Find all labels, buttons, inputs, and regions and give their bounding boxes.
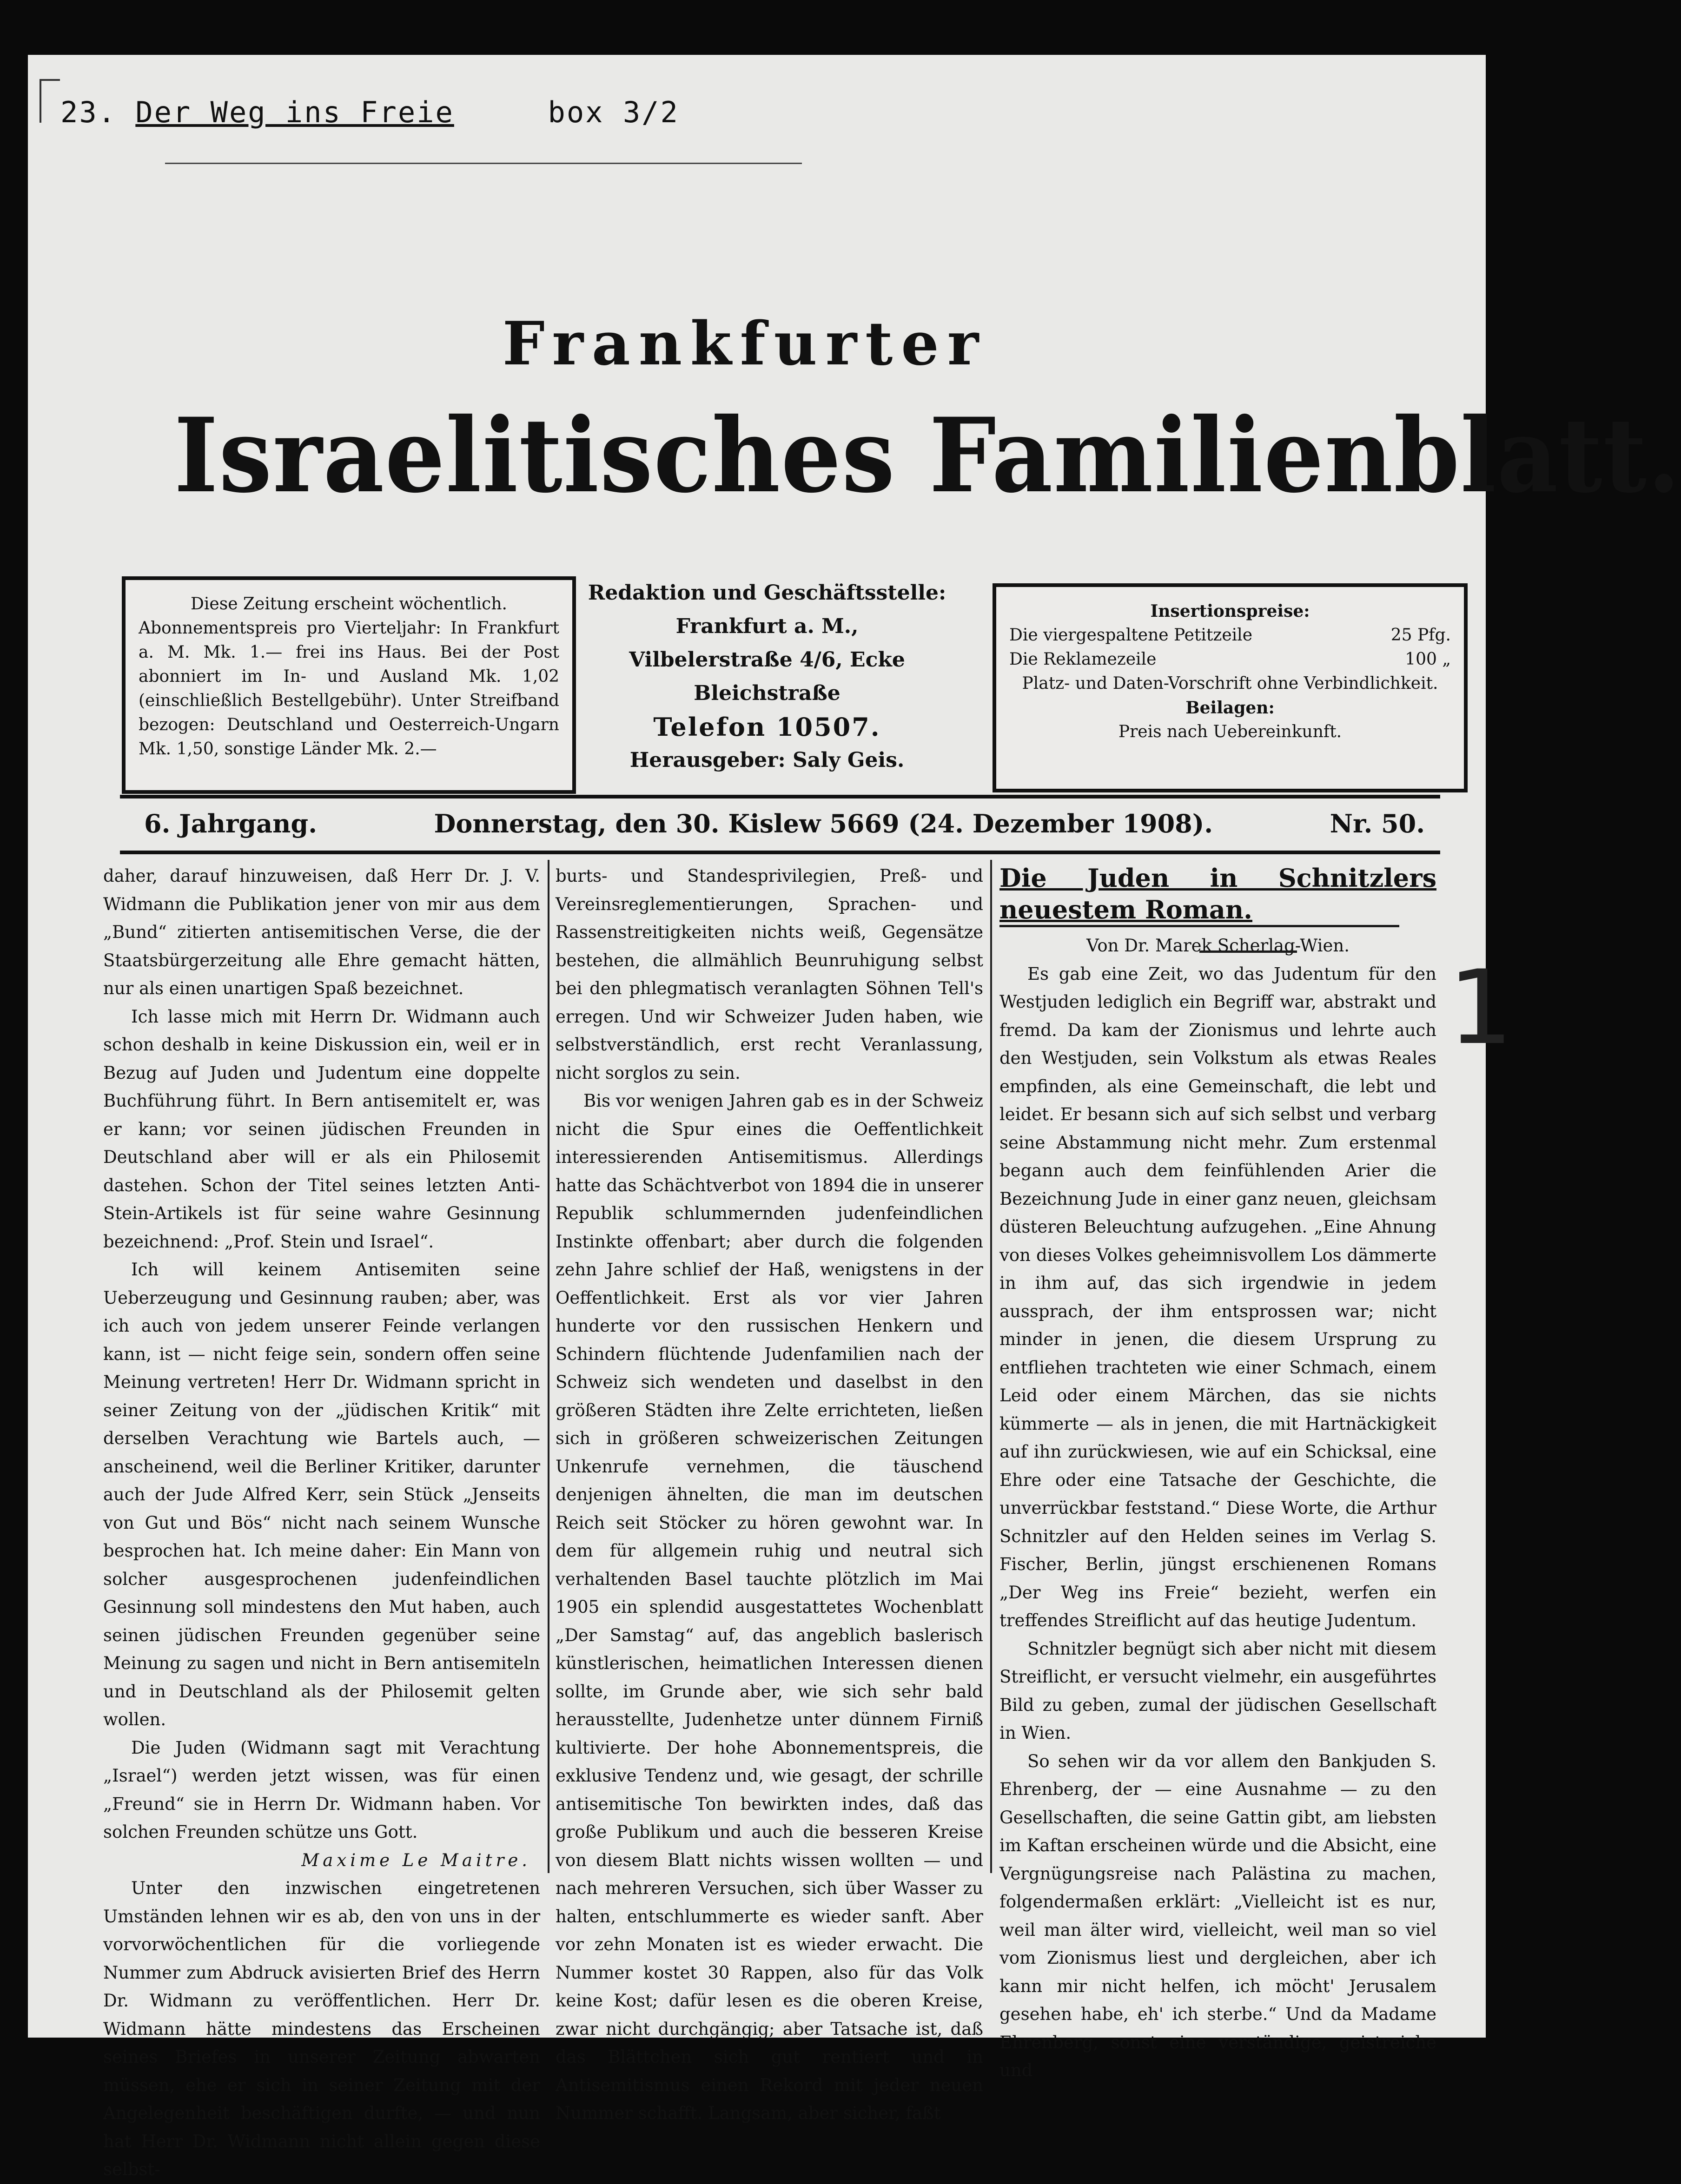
subscription-box bbox=[122, 576, 576, 794]
editorial-phone: Telefon 10507. bbox=[653, 712, 881, 742]
issue-number: Nr. 50. bbox=[1330, 809, 1425, 838]
pen-underline bbox=[999, 925, 1399, 927]
archive-title: Der Weg ins Freie bbox=[135, 95, 454, 129]
column-divider bbox=[990, 860, 992, 1873]
editorial-label: Redaktion und Geschäftsstelle: bbox=[588, 581, 946, 605]
subscription-heading: Diese Zeitung erscheint wöchentlich. bbox=[191, 594, 507, 614]
rule-top bbox=[120, 795, 1440, 798]
paragraph: Ich will keinem Antisemiten seine Ueberzeugung und Gesinnung rauben; aber, was ich auch von jedem unserer Feinde verlangen kann, ist — nicht feige sein, sondern offen seine Meinung vertreten! Herr Dr. Widmann spricht in seiner Zeitung von der „jüdischen Kritik“ mit derselben Verachtung wie Bartels auch, — anscheinend, weil die Berliner Kritiker, darunter auch der Jude Alfred Kerr, sein Stück „Jenseits von Gut und Bös“ nicht nach seinem Wunsche besprochen hat. Ich meine daher: Ein Mann von solcher ausgesprochenen judenfeindlichen Gesinnung soll mindestens den Mut haben, auch seinen jüdischen Freunden gegenüber seine Meinung zu sagen und nicht in Bern antisemiteln und in Deutschland als der Philosemit gelten wollen. bbox=[103, 1260, 540, 1729]
masthead-line2: Israelitisches Familienblatt. bbox=[174, 395, 1681, 515]
paragraph: Die Juden (Widmann sagt mit Verachtung „Israel“) werden jetzt wissen, was für einen „Freund“ sie in Herrn Dr. Widmann haben. Vor solchen Freunden schütze uns Gott. bbox=[103, 1737, 540, 1842]
masthead-line1: Frankfurter bbox=[502, 309, 987, 379]
article-title: Die Juden in Schnitzlers neuestem Roman. bbox=[999, 863, 1436, 924]
column-3 bbox=[999, 862, 1436, 2080]
editorial-city: Frankfurt a. M., bbox=[675, 614, 859, 638]
paragraph: Unter den inzwischen eingetretenen Umständen lehnen wir es ab, den von uns in der vorvorwöchentlichen für die vorliegende Nummer zum Abdruck avisierten Brief des Herrn Dr. Widmann zu veröffentlichen. Herr Dr. Widmann hätte mindestens das Erscheinen seines Briefes in unserer Zeitung abwarten müssen, ehe er sich in seiner Zeitung mit der Angelegenheit beschäftigen durfte, — und nun hat Herr Dr. Widmann nicht allein gegen diese selbst- bbox=[103, 1878, 540, 2179]
ads-row-label: Die viergespaltene Petitzeile bbox=[1009, 626, 1253, 645]
corner-mark bbox=[40, 79, 60, 123]
paragraph: Ich lasse mich mit Herrn Dr. Widmann auch schon deshalb in keine Diskussion ein, weil er in Bezug auf Juden und Judentum eine doppelte Buchführung führt. In Bern antisemitelt er, was er kann; vor seinen jüdischen Freunden in Deutschland aber will er als ein Philosemit dastehen. Schon der Titel seines letzten Anti-Stein-Artikels ist für seine wahre Gesinnung bezeichnend: „Prof. Stein und Israel“. bbox=[103, 1006, 540, 1252]
column-divider bbox=[548, 860, 549, 1873]
ads-row-label: Die Reklamezeile bbox=[1009, 650, 1157, 669]
dateline bbox=[144, 809, 1425, 838]
ads-heading: Insertionspreise: bbox=[1150, 601, 1310, 621]
column-2 bbox=[556, 862, 983, 2123]
paragraph: So sehen wir da vor allem den Bankjuden S. Ehrenberg, der — eine Ausnahme — zu den Gesellschaften, die seine Gattin gibt, am liebsten im Kaftan erscheinen würde und die Absicht, eine Vergnügungsreise nach Palästina zu machen, folgendermaßen erklärt: „Vielleicht ist es nur, weil man älter wird, vielleicht, weil man so viel vom Zionismus liest und dergleichen, aber ich kann mir nicht helfen, ich möcht' Jerusalem gesehen habe, eh' ich sterbe.“ Und da Madame Ehrenberg, sonst eine verständige, geistreiche und bbox=[999, 1751, 1436, 2080]
signature: Maxime Le Maitre. bbox=[301, 1850, 531, 1870]
paragraph: daher, darauf hinzuweisen, daß Herr Dr. J. V. Widmann die Publikation jener von mir aus dem „Bund“ zitierten antisemitischen Verse, die der Staatsbürgerzeitung alle Ehre gemacht hätten, nur als einen unartigen Spaß bezeichnet. bbox=[103, 866, 540, 998]
supplements-text: Preis nach Uebereinkunft. bbox=[1118, 722, 1342, 741]
paragraph: Es gab eine Zeit, wo das Judentum für den Westjuden lediglich ein Begriff war, abstrakt und fremd. Da kam der Zionismus und lehrte auch den Westjuden, sein Volkstum als etwas Reales empfinden, als eine Gemeinschaft, die lebt und leidet. Er besann sich auf sich selbst und verbarg seine Abstammung nicht mehr. Zum erstenmal begann auch dem feinfühlenden Arier die Bezeichnung Jude in einer ganz neuen, gleichsam düsteren Beleuchtung aufzugehen. „Eine Ahnung von dieses Volkes geheimnisvollem Los dämmerte in ihm auf, das sich irgendwie in jedem aussprach, der ihm entsprossen war; nicht minder in jenen, die diesem Ursprung zu entfliehen trachteten wie einer Schmach, einem Leid oder einem Märchen, das sie nichts kümmerte — als in jenen, die mit Hartnäckigkeit auf ihn zurückwiesen, wie auf ein Schicksal, eine Ehre oder eine Tatsache der Geschichte, die unverrückbar feststand.“ Diese Worte, die Arthur Schnitzler auf den Helden seines im Verlag S. Fischer, Berlin, jüngst erschienenen Romans „Der Weg ins Freie“ bezieht, werfen ein treffendes Streiflicht auf das heutige Judentum. bbox=[999, 963, 1436, 1630]
ads-note: Platz- und Daten-Vorschrift ohne Verbindlichkeit. bbox=[1022, 674, 1438, 693]
supplements-heading: Beilagen: bbox=[1185, 698, 1275, 718]
column-1 bbox=[103, 862, 540, 2179]
article-byline: Von Dr. Marek Scherlag-Wien. bbox=[1086, 936, 1350, 956]
subscription-text: Abonnementspreis pro Vierteljahr: In Frankfurt a. M. Mk. 1.— frei ins Haus. Bei der Post abonniert im In- und Ausland Mk. 1,02 (einschließlich Bestellgebühr). Unter Streifband bezogen: Deutschland und Oesterreich-Ungarn Mk. 1,50, sonstige Länder Mk. 2.— bbox=[139, 619, 559, 759]
archive-box: box 3/2 bbox=[548, 95, 679, 129]
archive-label bbox=[60, 95, 679, 129]
pen-underline bbox=[1199, 950, 1297, 953]
editorial-address: Vilbelerstraße 4/6, Ecke Bleichstraße bbox=[629, 648, 905, 705]
paragraph: Bis vor wenigen Jahren gab es in der Schweiz nicht die Spur eines die Oeffentlichkeit interessierenden Antisemitismus. Allerdings hatte das Schächtverbot von 1894 die in unserer Republik schlummernden judenfeindlichen Instinkte offenbart; aber durch die folgenden zehn Jahre schlief der Haß, wenigstens in der Oeffentlichkeit. Erst als vor vier Jahren hunderte vor den russischen Henkern und Schindern flüchtende Judenfamilien nach der Schweiz sich wendeten und daselbst in den größeren Städten ihre Zelte errichteten, ließen sich in größeren schweizerischen Zeitungen Unkenrufe vernehmen, die täuschend denjenigen ähnelten, die man im deutschen Reich seit Stöcker zu hören gewohnt war. In dem für allgemein ruhig und neutral sich verhaltenden Basel tauchte plötzlich im Mai 1905 ein splendid ausgestattetes Wochenblatt „Der Samstag“ auf, das angeblich baslerisch künstlerischen, heimatlichen Interessen dienen sollte, im Grunde aber, wie sich sehr bald herausstellte, Judenhetze unter dünnem Firniß kultivierte. Der hohe Abonnementspreis, die exklusive Tendenz und, wie gesagt, der schrille antisemitische Ton bewirkten indes, daß das große Publikum und auch die besseren Kreise von diesem Blatt nichts wissen wollten — und nach mehreren Versuchen, sich über Wasser zu halten, entschlummerte es wieder sanft. Aber vor zehn Monaten ist es wieder erwacht. Die Nummer kostet 30 Rappen, also für das Volk keine Kost; dafür lesen es die oberen Kreise, zwar nicht durchgängig; aber Tatsache ist, daß das Blättchen sich gut rentiert und in Antisemitismus einen Rekord mit jeder neuen Nummer schafft. Langsam, aber sicher, faßt bbox=[556, 1091, 983, 2123]
editorial-publisher: Herausgeber: Saly Geis. bbox=[629, 748, 905, 772]
margin-note: 1 bbox=[1448, 948, 1513, 1067]
paragraph: burts- und Standesprivilegien, Preß- und Vereinsreglementierungen, Sprachen- und Rassenstreitigkeiten nichts weiß, Gegensätze bestehen, die allmählich Beunruhigung selbst bei den phlegmatisch veranlagten Söhnen Tell's erregen. Und wir Schweizer Juden haben, wie selbstverständlich, erst recht Veranlassung, nicht sorglos zu sein. bbox=[556, 866, 983, 1083]
ads-row bbox=[1009, 623, 1451, 647]
ads-box bbox=[993, 583, 1468, 792]
ads-row-price: 100 „ bbox=[1405, 650, 1451, 669]
editorial-block bbox=[553, 576, 981, 777]
ads-row bbox=[1009, 647, 1451, 672]
ads-row-price: 25 Pfg. bbox=[1390, 626, 1451, 645]
archive-number: 23. bbox=[60, 95, 117, 129]
issue-date: Donnerstag, den 30. Kislew 5669 (24. Dezember 1908). bbox=[434, 809, 1213, 838]
archive-rule bbox=[165, 163, 802, 164]
paragraph: Schnitzler begnügt sich aber nicht mit diesem Streiflicht, er versucht vielmehr, ein ausgeführtes Bild zu geben, zumal der jüdischen Gesellschaft in Wien. bbox=[999, 1638, 1436, 1743]
volume: 6. Jahrgang. bbox=[144, 809, 317, 838]
rule-bottom bbox=[120, 851, 1440, 854]
